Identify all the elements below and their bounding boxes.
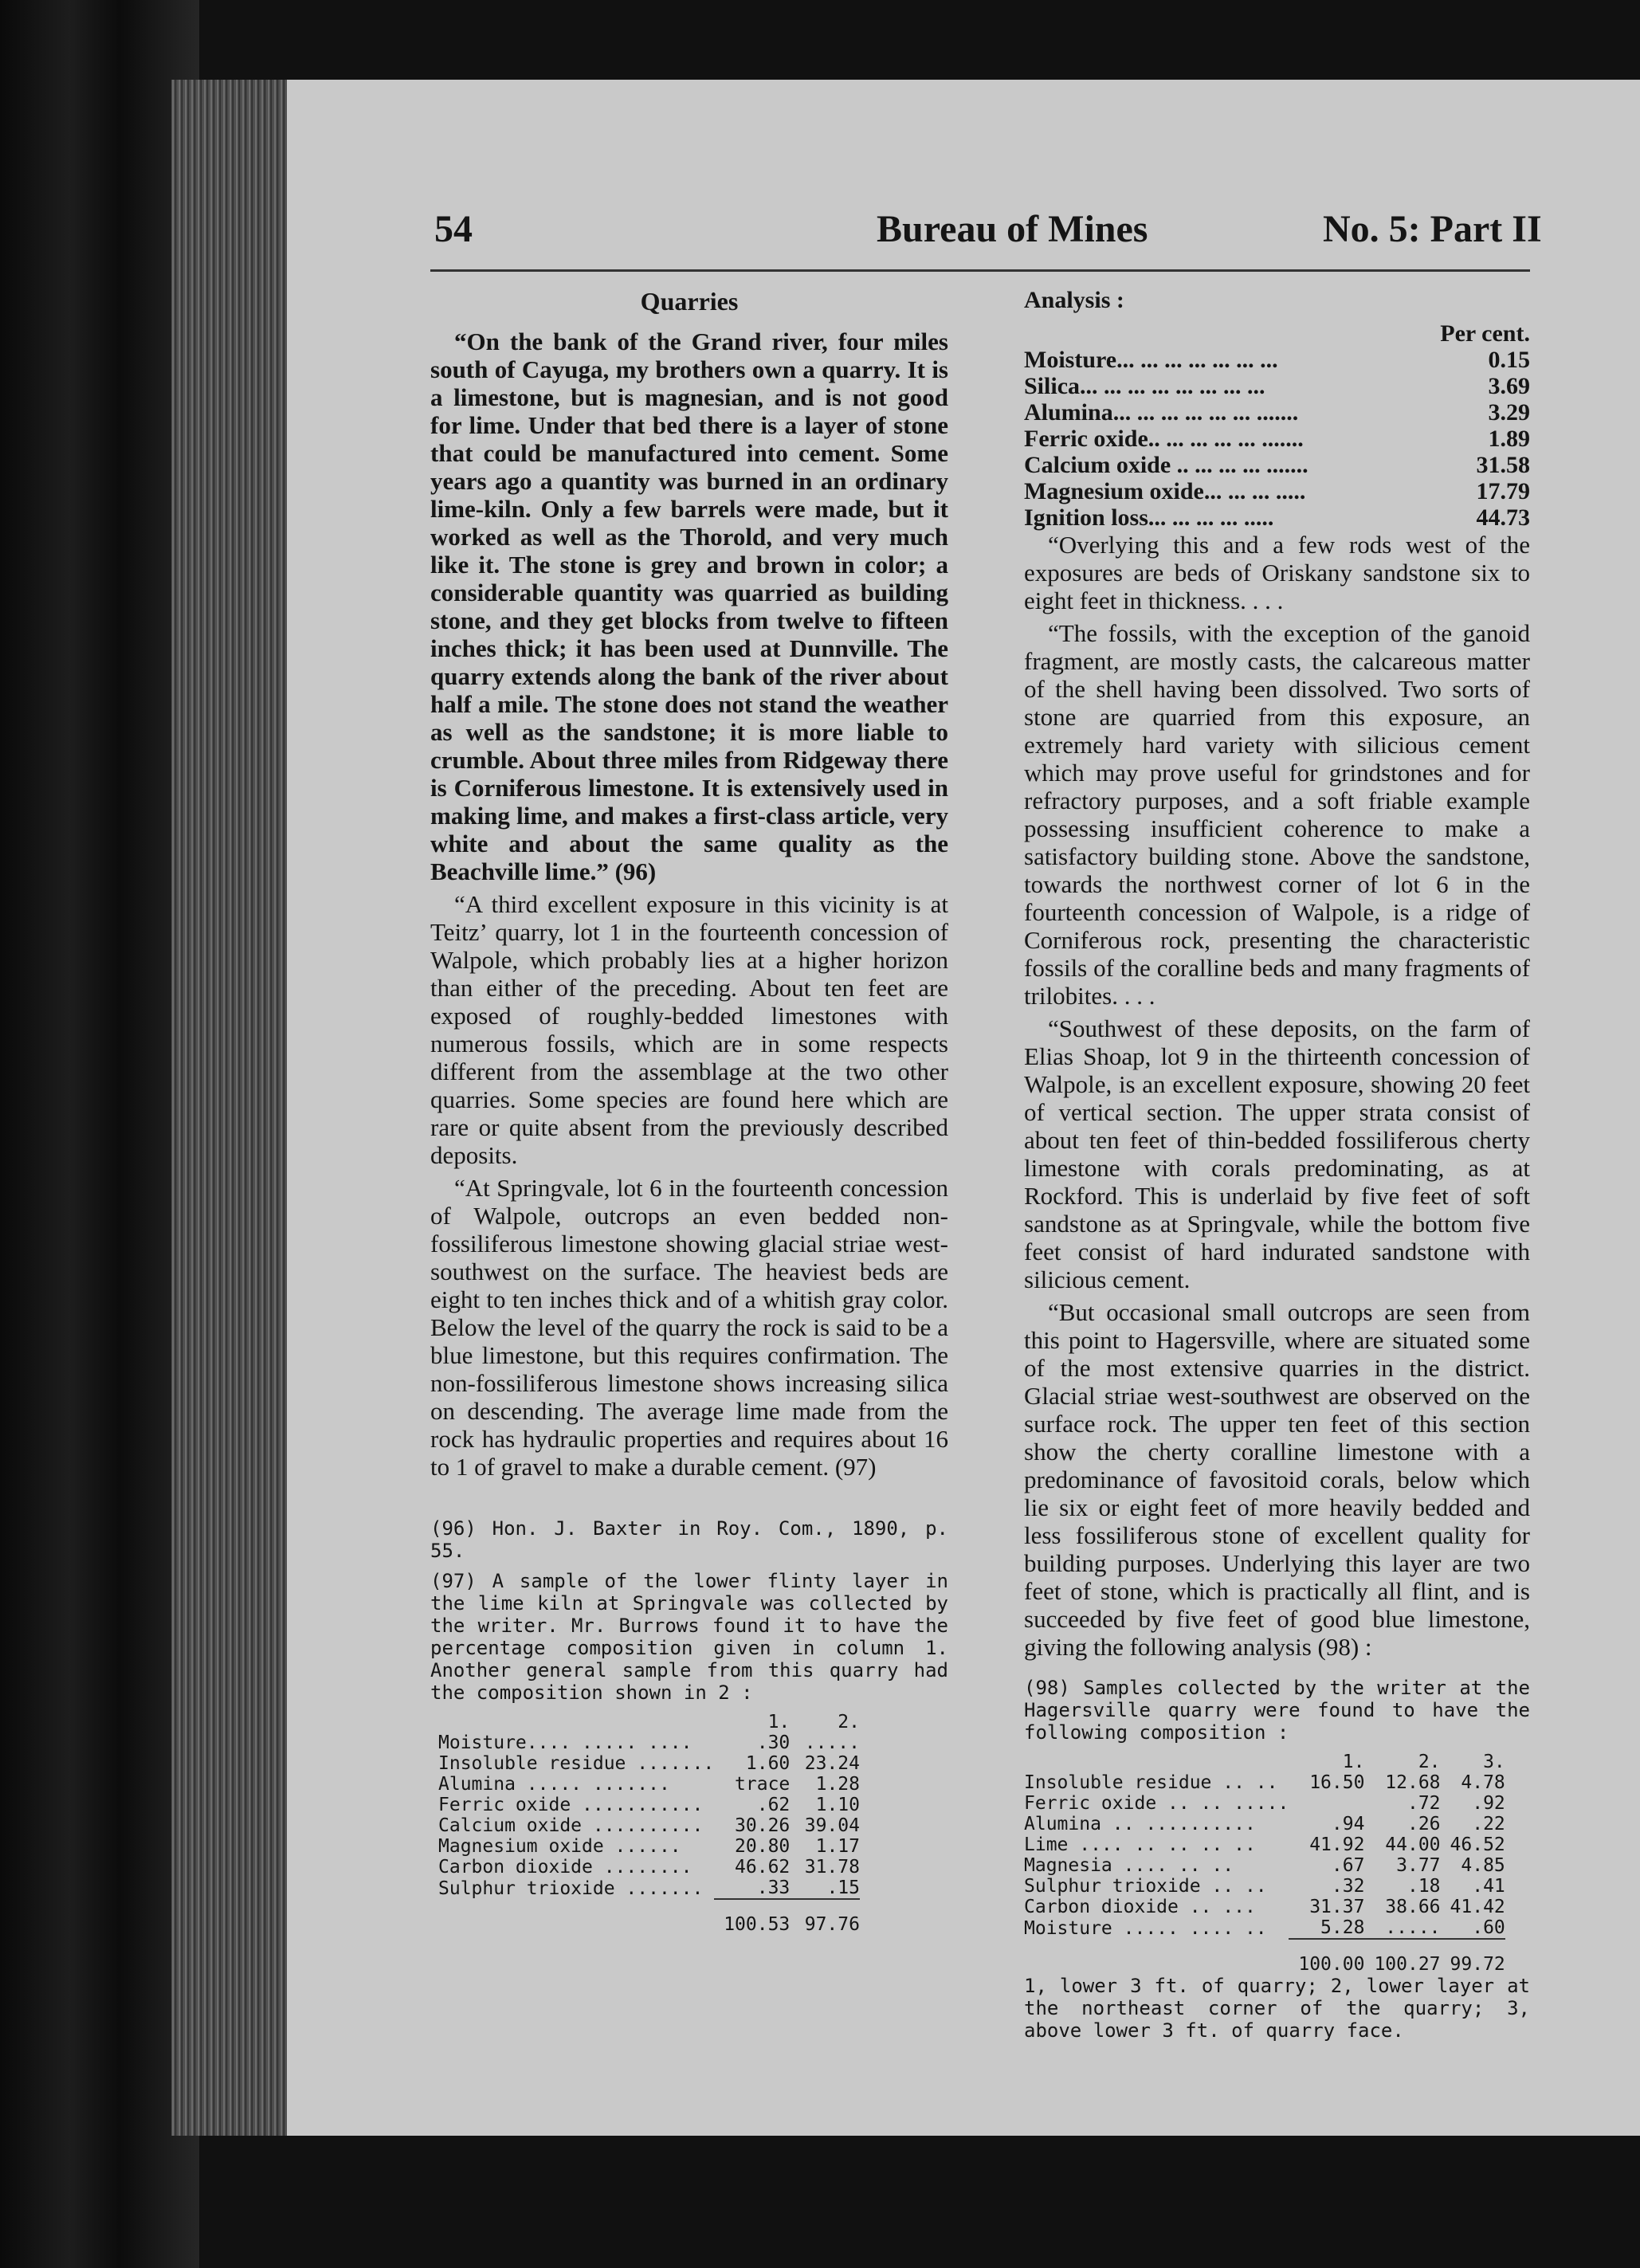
table-row <box>438 1753 860 1774</box>
paragraph: “A third excellent exposure in this vicinity is at Teitz’ quarry, lot 1 in the fourteenth concession of Walpole, which probably lies at a higher horizon than either of the preceding. About ten feet are exposed of roughly-bedded limestones with numerous fossils, which are in some respects different from the assemblage at the two other quarries. Some species are found here which are rare or quite absent from the previously described deposits. <box>430 890 948 1169</box>
paragraph: “Southwest of these deposits, on the farm of Elias Shoap, lot 9 in the thirteenth concession of Walpole, is an excellent exposure, showing 20 feet of vertical section. The upper strata consist of about ten feet of thin-bedded fossiliferous cherty limestone with corals predominating, as at Rockford. This is underlaid by five feet of soft sandstone as at Springvale, while the bottom five feet consist of hard indurated sandstone with silicious cement. <box>1024 1014 1530 1293</box>
footnote: (97) A sample of the lower flinty layer in the lime kiln at Springvale was collected by the writer. Mr. Burrows found it to have the percentage composition given in column 1. Another general sample from this quarry had the composition shown in 2 : <box>430 1570 948 1704</box>
cell: 1.60 <box>745 1753 791 1774</box>
cell: .60 <box>1472 1917 1505 1938</box>
cell: 12.68 <box>1385 1772 1441 1793</box>
cell: 31.58 <box>1476 452 1530 478</box>
table-row <box>1024 504 1530 531</box>
row-label: Carbon dioxide ........ <box>438 1857 692 1878</box>
cell: .18 <box>1407 1876 1441 1897</box>
row-label: Calcium oxide .......... <box>438 1815 704 1836</box>
table-row <box>438 1836 860 1857</box>
total-cell: 99.72 <box>1441 1939 1505 1975</box>
table-row <box>1024 1814 1505 1834</box>
cell: ..... <box>1385 1917 1441 1938</box>
table-row <box>438 1878 860 1899</box>
table-row <box>1024 399 1530 426</box>
cell: .33 <box>756 1878 791 1898</box>
table-row <box>1024 1793 1505 1814</box>
column-header: 1. <box>1342 1752 1365 1772</box>
page-number: 54 <box>434 208 473 250</box>
cell: 1.10 <box>815 1795 860 1815</box>
cell: 31.37 <box>1309 1897 1365 1917</box>
cell: .22 <box>1472 1814 1505 1834</box>
row-label: Moisture... ... ... ... ... ... ... <box>1024 347 1278 373</box>
cell: 30.26 <box>735 1815 791 1836</box>
cell: 4.78 <box>1461 1772 1505 1793</box>
cell: 46.62 <box>735 1857 791 1878</box>
cell: 1.17 <box>815 1836 860 1857</box>
cell: 1.89 <box>1488 426 1530 452</box>
row-label: Ferric oxide.. ... ... ... ... ....... <box>1024 426 1304 452</box>
table-row <box>1024 1855 1505 1876</box>
cell: 41.92 <box>1309 1834 1365 1855</box>
table-row <box>438 1732 860 1753</box>
composition-table <box>1024 1752 1505 1975</box>
row-label: Ferric oxide .. .. ..... <box>1024 1793 1289 1814</box>
cell: 44.73 <box>1476 504 1530 531</box>
cell: 3.77 <box>1396 1855 1441 1876</box>
paragraph: “But occasional small outcrops are seen from this point to Hagersville, where are situated some of the most extensive quarries in the district. Glacial striae west-southwest are observed on the surface rock. The upper ten feet of this section show the cherty coralline limestone with a predominance of favositoid corals, below which lie six or eight feet of more heavily bedded and less fossiliferous stone of excellent quality for building purposes. Underlying this layer are two feet of stone, which is practically all flint, and is succeeded by five feet of good blue limestone, giving the following analysis (98) : <box>1024 1298 1530 1661</box>
table-row <box>438 1774 860 1795</box>
table-row <box>438 1857 860 1878</box>
row-label: Magnesium oxide... ... ... ..... <box>1024 478 1306 504</box>
book-page <box>287 80 1640 2136</box>
total-row <box>1024 1939 1505 1975</box>
row-label: Moisture.... ..... .... <box>438 1732 692 1753</box>
running-title: Bureau of Mines <box>877 208 1148 250</box>
cell: ..... <box>804 1732 860 1753</box>
composition-table <box>438 1712 860 1935</box>
table-row <box>1024 1917 1505 1939</box>
table-row <box>1024 373 1530 399</box>
cell: 31.78 <box>804 1857 860 1878</box>
cell: 39.04 <box>804 1815 860 1836</box>
table-row <box>1024 1897 1505 1917</box>
total-row <box>438 1899 860 1935</box>
row-label: Moisture ..... .... .. <box>1024 1917 1267 1939</box>
page-edges <box>171 80 291 2136</box>
table-row <box>1024 478 1530 504</box>
table-row <box>1024 452 1530 478</box>
cell <box>1289 1793 1364 1814</box>
column-header: 2. <box>838 1712 860 1732</box>
cell: .30 <box>756 1732 791 1753</box>
row-label: Alumina .. .......... <box>1024 1814 1256 1834</box>
part-label: No. 5: Part II <box>1323 208 1542 250</box>
cell: 46.52 <box>1450 1834 1505 1855</box>
row-label: Sulphur trioxide ....... <box>438 1878 704 1899</box>
cell: 41.42 <box>1450 1897 1505 1917</box>
cell: 3.69 <box>1488 373 1530 399</box>
row-label: Silica... ... ... ... ... ... ... ... <box>1024 373 1265 399</box>
paragraph: “At Springvale, lot 6 in the fourteenth concession of Walpole, outcrops an even bedded non-fossiliferous limestone showing glacial striae west-southwest on the surface. The heaviest beds are eight to ten inches thick and of a whitish gray color. Below the level of the quarry the rock is said to be a blue limestone, but this requires confirmation. The non-fossiliferous limestone shows increasing silica on descending. The average lime made from the rock has hydraulic properties and requires about 16 to 1 of gravel to make a durable cement. (97) <box>430 1174 948 1481</box>
table-row <box>1024 347 1530 373</box>
cell: .62 <box>756 1795 791 1815</box>
left-column <box>430 287 948 1935</box>
column-header: 3. <box>1483 1752 1505 1772</box>
row-label: Magnesium oxide ...... <box>438 1836 681 1857</box>
cell: 1.28 <box>815 1774 860 1795</box>
table-row <box>1024 426 1530 452</box>
cell: 20.80 <box>735 1836 791 1857</box>
row-label: Calcium oxide .. ... ... ... ....... <box>1024 452 1308 478</box>
cell: 23.24 <box>804 1753 860 1774</box>
row-label: Sulphur trioxide .. .. <box>1024 1876 1267 1897</box>
cell: .41 <box>1472 1876 1505 1897</box>
row-label: Magnesia .... .. .. <box>1024 1855 1234 1876</box>
cell: .92 <box>1472 1793 1505 1814</box>
table-row <box>438 1795 860 1815</box>
footnote: (98) Samples collected by the writer at the Hagersville quarry were found to have the following composition : <box>1024 1677 1530 1744</box>
cell: .26 <box>1407 1814 1441 1834</box>
cell: .72 <box>1407 1793 1441 1814</box>
table-row <box>1024 1834 1505 1855</box>
row-label: Insoluble residue .. .. <box>1024 1772 1278 1793</box>
cell: .67 <box>1331 1855 1365 1876</box>
cell: 0.15 <box>1488 347 1530 373</box>
cell: .32 <box>1331 1876 1365 1897</box>
analysis-table <box>1024 320 1530 531</box>
cell: .15 <box>826 1878 860 1898</box>
analysis-label: Analysis : <box>1024 287 1124 313</box>
paragraph: “The fossils, with the exception of the ganoid fragment, are mostly casts, the calcareous matter of the shell having been dissolved. Two sorts of stone are quarried from this exposure, an extremely hard variety with silicious cement which may prove useful for grindstones and for refractory purposes, and a soft friable example possessing insufficient coherence to make a satisfactory building stone. Above the sandstone, towards the northwest corner of lot 6 in the fourteenth concession of Walpole, is a ridge of Corniferous rock, presenting the characteristic fossils of the coralline beds and many fragments of trilobites. . . . <box>1024 619 1530 1010</box>
row-label: Insoluble residue ....... <box>438 1753 715 1774</box>
book-binding <box>0 0 199 2268</box>
cell: 3.29 <box>1488 399 1530 426</box>
table-row <box>438 1815 860 1836</box>
row-label: Ferric oxide ........... <box>438 1795 704 1815</box>
row-label: Ignition loss... ... ... ... ..... <box>1024 504 1274 531</box>
row-label: Alumina ..... ....... <box>438 1774 670 1795</box>
total-cell: 97.76 <box>790 1899 860 1935</box>
column-header: 1. <box>767 1712 791 1732</box>
header-rule <box>430 269 1530 272</box>
table-row <box>1024 1772 1505 1793</box>
row-label: Carbon dioxide .. ... <box>1024 1897 1256 1917</box>
paragraph: “Overlying this and a few rods west of the exposures are beds of Oriskany sandstone six to eight feet in thickness. . . . <box>1024 531 1530 614</box>
cell: 17.79 <box>1476 478 1530 504</box>
cell: .94 <box>1331 1814 1365 1834</box>
table-row <box>1024 1876 1505 1897</box>
footnote: (96) Hon. J. Baxter in Roy. Com., 1890, p. 55. <box>430 1517 948 1562</box>
row-label: Alumina... ... ... ... ... ... ....... <box>1024 399 1299 426</box>
total-cell: 100.27 <box>1364 1939 1440 1975</box>
paragraph: “On the bank of the Grand river, four miles south of Cayuga, my brothers own a quarry. It is a limestone, but is magnesian, and is not good for lime. Under that bed there is a layer of stone that could be manufactured into cement. Some years ago a quantity was burned in an ordinary lime-kiln. Only a few barrels were made, but it worked as well as the Thorold, and very much like it. The stone is grey and brown in color; a considerable quantity was quarried as building stone, and they get blocks from twelve to fifteen inches thick; it has been used at Dunnville. The quarry extends along the bank of the river about half a mile. The stone does not stand the weather as well as the sandstone; it is more liable to crumble. About three miles from Ridgeway there is Corniferous limestone. It is extensively used in making lime, and makes a first-class article, very white and about the same quality as the Beachville lime.” (96) <box>430 328 948 885</box>
cell: trace <box>735 1774 791 1795</box>
cell: 38.66 <box>1385 1897 1441 1917</box>
row-label: Lime .... .. .. .. .. <box>1024 1834 1256 1855</box>
column-header: Per cent. <box>1440 320 1530 347</box>
total-cell: 100.00 <box>1289 1939 1364 1975</box>
cell: 5.28 <box>1320 1917 1365 1938</box>
cell: 44.00 <box>1385 1834 1441 1855</box>
section-heading: Quarries <box>640 287 739 316</box>
table-legend: 1, lower 3 ft. of quarry; 2, lower layer at the northeast corner of the quarry; 3, above lower 3 ft. of quarry face. <box>1024 1975 1530 2042</box>
total-cell: 100.53 <box>714 1899 790 1935</box>
column-header: 2. <box>1418 1752 1441 1772</box>
cell: 4.85 <box>1461 1855 1505 1876</box>
right-column <box>1024 287 1530 2050</box>
cell: 16.50 <box>1309 1772 1365 1793</box>
